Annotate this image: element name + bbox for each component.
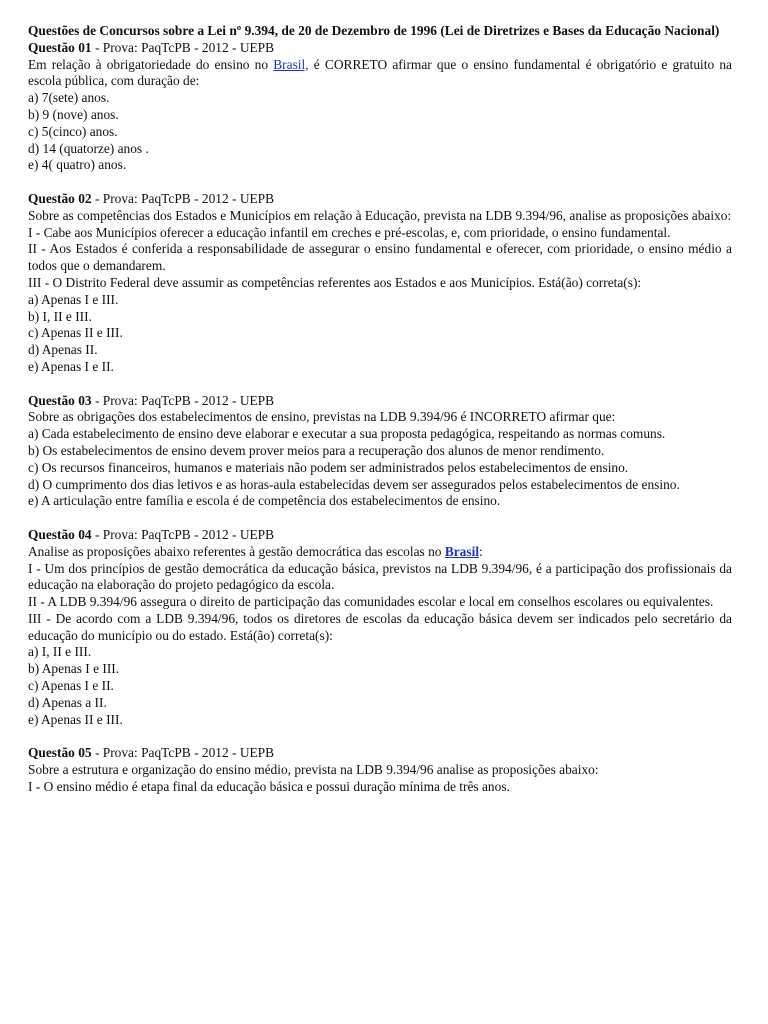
question-header [28, 393, 732, 410]
option-a: a) I, II e III. [28, 644, 92, 660]
question-label: Questão 01 [28, 39, 92, 55]
question-header [28, 40, 732, 57]
brasil-link[interactable]: Brasil [444, 543, 480, 559]
proposition-i: I - Cabe aos Municípios oferecer a educação infantil em creches e pré-escolas, e, com prioridade, o ensino fundamental. [28, 224, 671, 240]
question-05 [28, 745, 732, 795]
question-stem: Sobre as competências dos Estados e Municípios em relação à Educação, prevista na LDB 9.394/96, analise as proposições abaixo: [28, 207, 732, 223]
question-header [28, 191, 732, 208]
stem-text: Analise as proposições abaixo referentes à gestão democrática das escolas no [28, 543, 445, 559]
option-e: e) Apenas II e III. [28, 711, 123, 727]
question-label: Questão 03 [28, 392, 92, 408]
option-d: d) 14 (quatorze) anos . [28, 140, 149, 156]
question-header [28, 527, 732, 544]
option-e: e) A articulação entre família e escola é de competência dos estabelecimentos de ensino. [28, 493, 501, 509]
proposition-iii: III - De acordo com a LDB 9.394/96, todos os diretores de escolas da educação básica devem ser indicados pelo secretário da educação do município ou do estado. Está(ão) correta(s): [28, 610, 732, 643]
option-a: a) Cada estabelecimento de ensino deve elaborar e executar a sua proposta pedagógica, respeitando as normas comuns. [28, 426, 666, 442]
option-c: c) Apenas II e III. [28, 325, 123, 341]
question-meta: - Prova: PaqTcPB - 2012 - UEPB [91, 39, 275, 55]
question-04 [28, 527, 732, 729]
question-header [28, 745, 732, 762]
option-d: d) Apenas II. [28, 342, 98, 358]
option-e: e) Apenas I e II. [28, 358, 114, 374]
proposition-i: I - Um dos princípios de gestão democrática da educação básica, previstos na LDB 9.394/96, é a participação dos profissionais da educação na elaboração do projeto pedagógico da escola. [28, 560, 732, 593]
question-label: Questão 02 [28, 190, 92, 206]
proposition-iii: III - O Distrito Federal deve assumir as competências referentes aos Estados e aos Municípios. Está(ão) correta(s): [28, 274, 642, 290]
proposition-ii: II - A LDB 9.394/96 assegura o direito de participação das comunidades escolar e local em conselhos escolares ou equivalentes. [28, 594, 714, 610]
question-meta: - Prova: PaqTcPB - 2012 - UEPB [91, 392, 275, 408]
option-b: b) 9 (nove) anos. [28, 106, 119, 122]
stem-text: Em relação à obrigatoriedade do ensino no [28, 56, 274, 72]
option-c: c) 5(cinco) anos. [28, 123, 118, 139]
document-page [28, 23, 732, 796]
option-d: d) O cumprimento dos dias letivos e as horas-aula estabelecidas devem ser assegurados pelos estabelecimentos de ensino. [28, 476, 680, 492]
question-stem: Sobre a estrutura e organização do ensino médio, prevista na LDB 9.394/96 analise as proposições abaixo: [28, 762, 599, 778]
question-stem: Sobre as obrigações dos estabelecimentos de ensino, previstas na LDB 9.394/96 é INCORRETO afirmar que: [28, 409, 616, 425]
option-a: a) 7(sete) anos. [28, 90, 110, 106]
stem-text: : [479, 543, 483, 559]
option-b: b) I, II e III. [28, 308, 92, 324]
question-label: Questão 04 [28, 526, 92, 542]
question-03 [28, 393, 732, 511]
document-title: Questões de Concursos sobre a Lei nº 9.394, de 20 de Dezembro de 1996 (Lei de Diretrizes e Bases da Educação Nacional) [28, 23, 720, 38]
option-a: a) Apenas I e III. [28, 291, 119, 307]
question-meta: - Prova: PaqTcPB - 2012 - UEPB [91, 190, 275, 206]
proposition-i: I - O ensino médio é etapa final da educação básica e possui duração mínima de três anos. [28, 778, 510, 794]
question-meta: - Prova: PaqTcPB - 2012 - UEPB [91, 526, 275, 542]
brasil-link[interactable]: Brasil, [273, 56, 309, 72]
question-label: Questão 05 [28, 745, 92, 761]
question-01 [28, 40, 732, 174]
stem-text: é CORRETO afirmar que o ensino fundamental é obrigatório e gratuito na escola pública, com duração de: [28, 56, 732, 89]
question-meta: - Prova: PaqTcPB - 2012 - UEPB [91, 745, 275, 761]
question-stem [28, 544, 732, 561]
option-b: b) Apenas I e III. [28, 661, 120, 677]
option-c: c) Os recursos financeiros, humanos e materiais não podem ser administrados pelos estabelecimentos de ensino. [28, 459, 629, 475]
question-stem [28, 57, 732, 91]
option-b: b) Os estabelecimentos de ensino devem prover meios para a recuperação dos alunos de menor rendimento. [28, 442, 605, 458]
option-e: e) 4( quatro) anos. [28, 157, 127, 173]
question-02 [28, 191, 732, 376]
proposition-ii: II - Aos Estados é conferida a responsabilidade de assegurar o ensino fundamental e oferecer, com prioridade, o ensino médio a todos que o demandarem. [28, 241, 732, 274]
option-c: c) Apenas I e II. [28, 678, 114, 694]
option-d: d) Apenas a II. [28, 694, 107, 710]
